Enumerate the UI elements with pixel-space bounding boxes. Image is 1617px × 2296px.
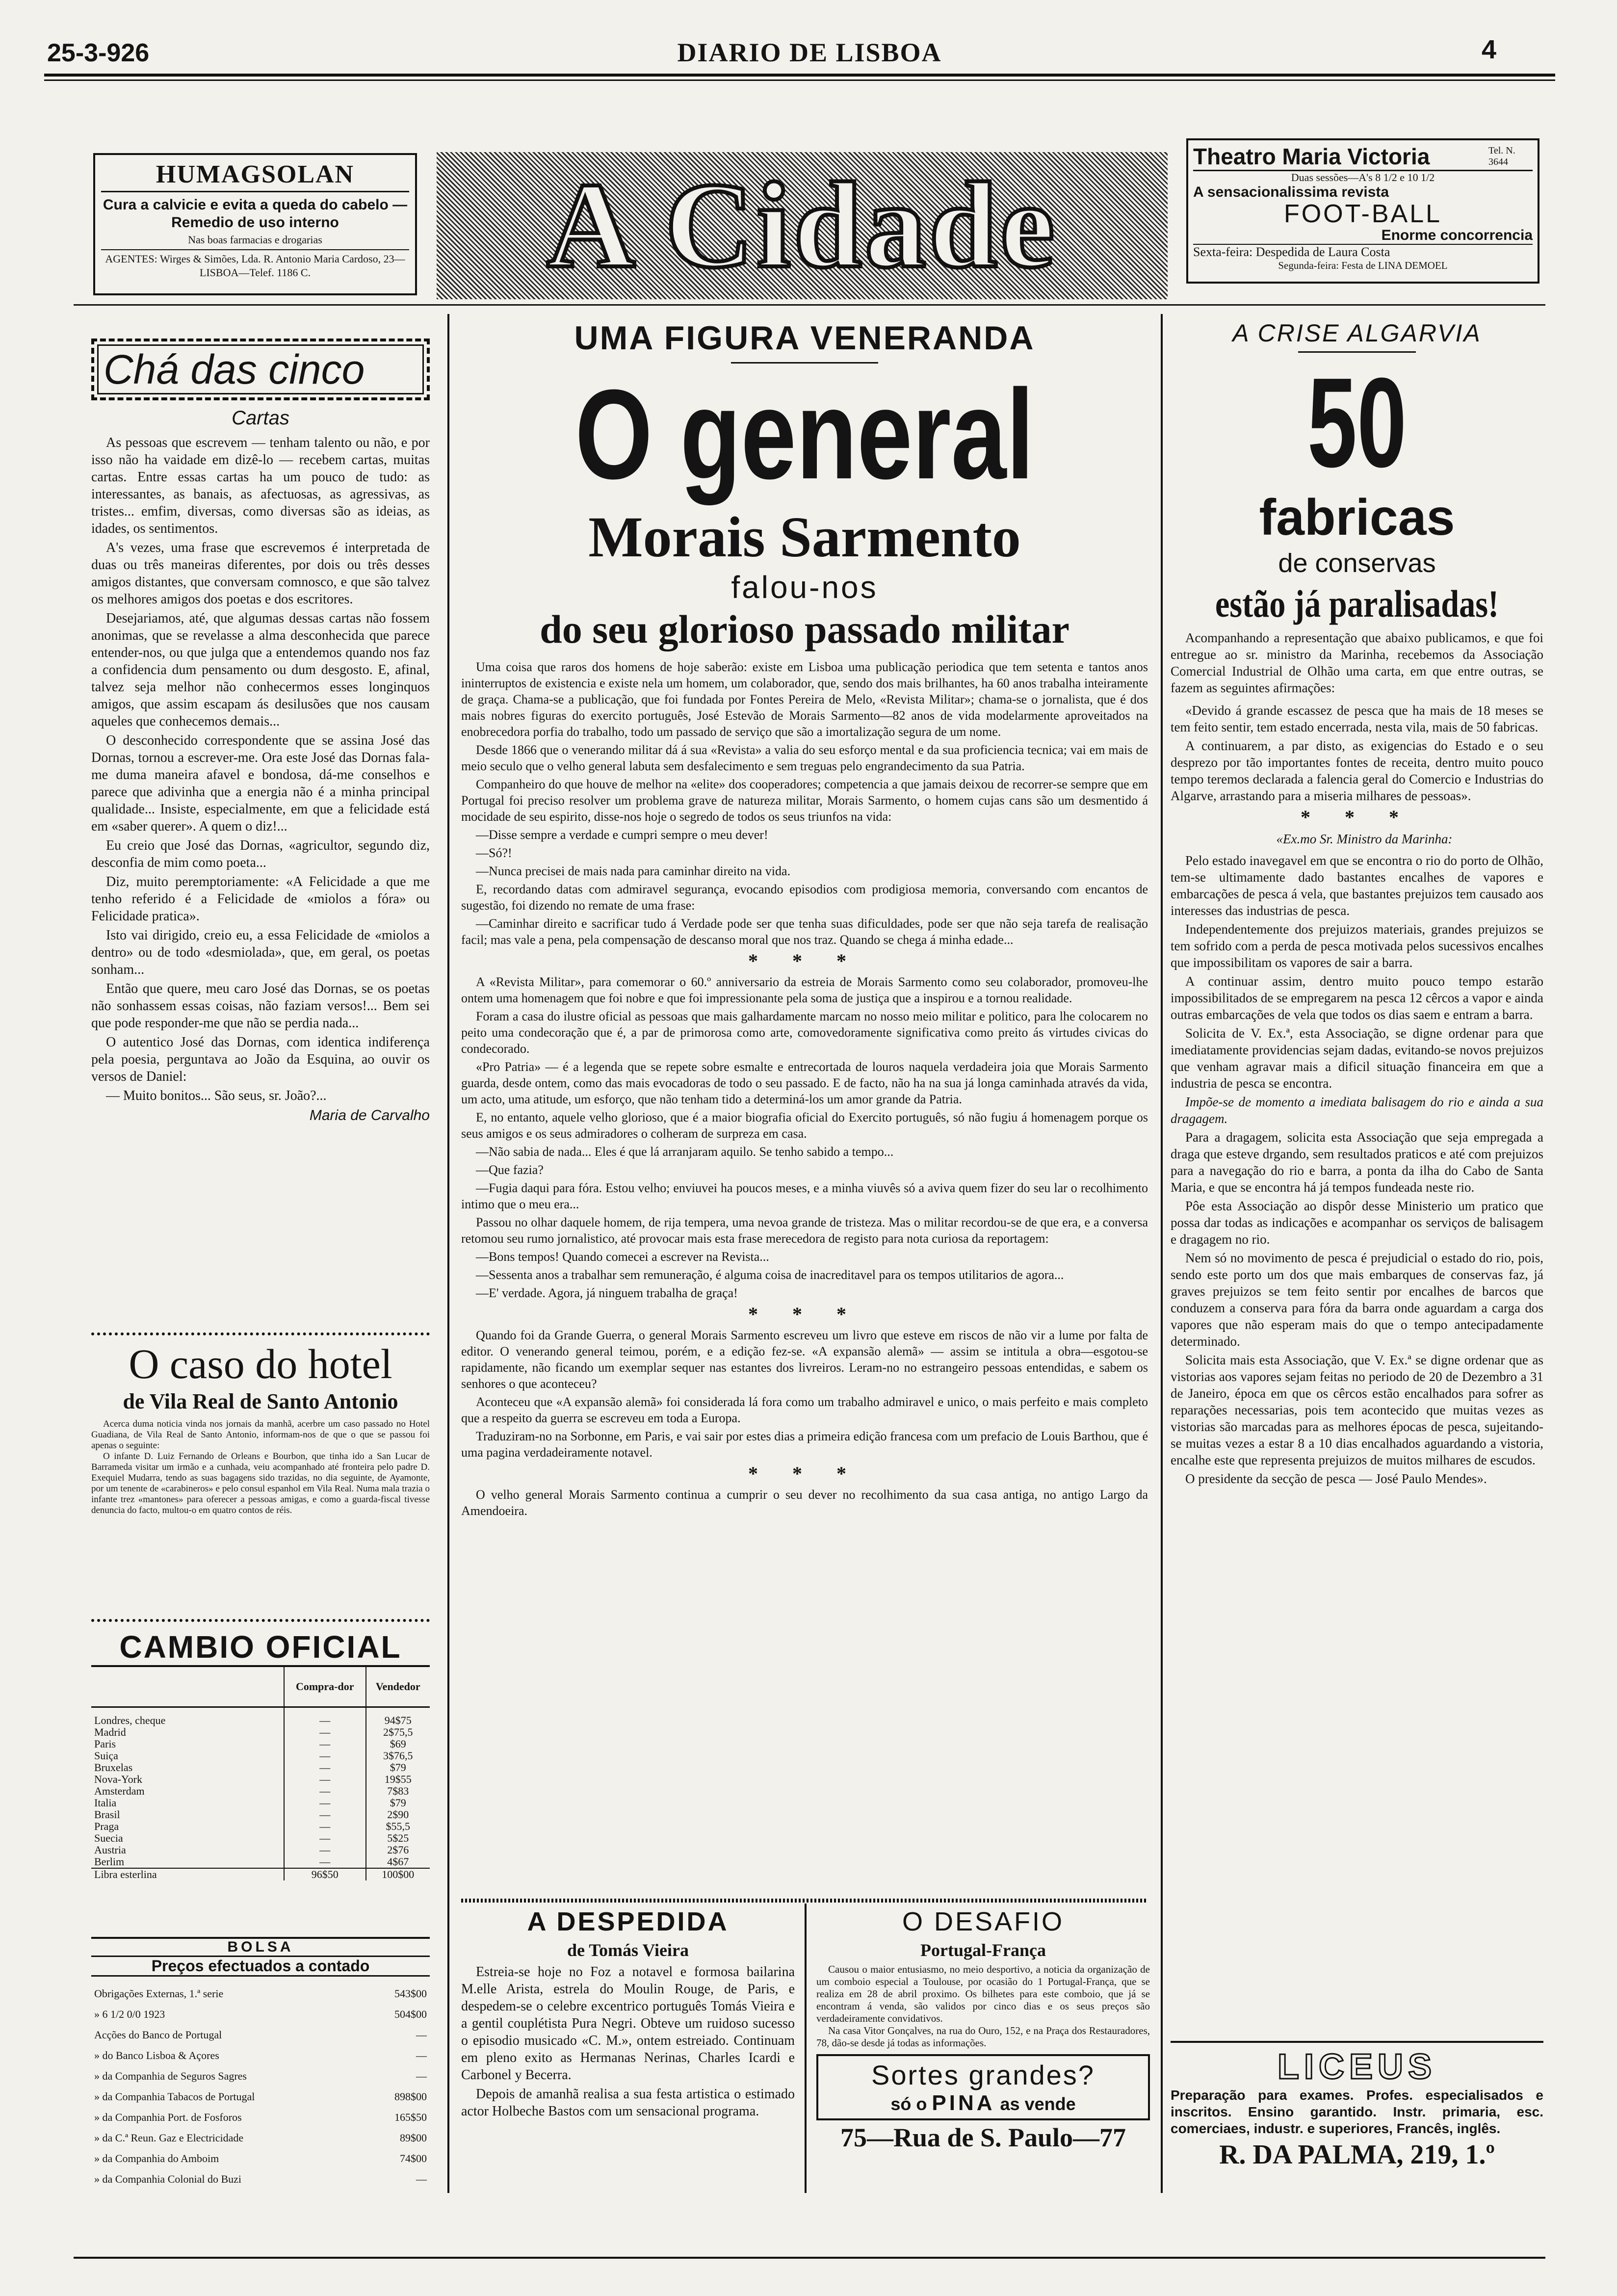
cambio-col-buy: Compra-dor	[284, 1667, 366, 1707]
page-date: 25-3-926	[47, 39, 150, 67]
crise-paragraph: «Devido á grande escassez de pesca que ha mais de 18 meses se tem feito sentir, tem estado encerrada, nesta vila, mais de 50 fabricas.	[1171, 703, 1543, 734]
cambio-currency: Suiça	[94, 1749, 118, 1762]
desafio-title: O DESAFIO	[902, 1907, 1065, 1936]
general-paragraph: Uma coisa que raros dos homens de hoje saberão: existe em Lisboa uma publicação periodica que tem setenta e tantos anos ininterruptos de existencia e existe nela um homem, um colaborador, que, sendo dos mais brilhantes, ha 60 anos trabalha inteiramente de graça. Chama-se a publicação, que foi fundada por Fontes Pereira de Melo, «Revista Militar»; chama-se o jornalista, que é dos mais nobres figuras do exercito português, José Estevão de Morais Sarmento—82 anos de vida modelarmente aproveitados na enobrecedora porfia do trabalho, todo um passado de serviço que são a imortalização segura de um nome.	[461, 660, 1148, 739]
general-title: O general	[575, 364, 1034, 506]
cha-paragraph: Isto vai dirigido, creio eu, a essa Felicidade de «miolos a dentro» ou de todo «desmiolada», que, em geral, os poetas sonham...	[91, 928, 430, 977]
cha-paragraph: Desejariamos, até, que algumas dessas cartas não fossem anonimas, que se revelasse a alma desconhecida que parece entender-nos, ou que julga que a entendemos quando nos faz a confidencia dum pensamento ou dum desgosto. E, afinal, talvez seja melhor não conhecermos esses longinquos amigos, que assim escapam ás desilusões que nos causam aqueles que conhecemos demais...	[91, 611, 430, 729]
cha-body	[91, 434, 430, 1104]
table-row	[91, 1738, 430, 1750]
table-row	[91, 2128, 430, 2148]
general-paragraph: Quando foi da Grande Guerra, o general Morais Sarmento escreveu um livro que esteve em riscos de não vir a lume por falta de editor. O venerando general teimou, porém, e a edição fez-se. «A expansão alemã» — assim se intitula a obra—esgotou-se rapidamente, não ficando um exemplar sequer nas estantes dos livreiros. Leram-no no estrangeiro pessoas entendidas, e sabem os senhores o que aconteceu?	[461, 1328, 1148, 1391]
hatched-divider	[461, 1899, 1148, 1903]
general-paragraph: Aconteceu que «A expansão alemã» foi considerada lá fora como um trabalho admiravel e unico, o mais perfeito e mais completo que a respeito da guerra se escreveu em toda a Europa.	[461, 1395, 1148, 1425]
cambio-currency: Paris	[94, 1738, 116, 1750]
cha-title: Chá das cinco	[97, 344, 424, 394]
hotel-subtitle: de Vila Real de Santo Antonio	[123, 1389, 398, 1413]
stars-divider: * * *	[748, 1462, 861, 1485]
table-row	[91, 2066, 430, 2087]
ad-liceus-text: Preparação para exames. Profes. especialisados e inscritos. Ensino garantido. Instr. primaria, esc. comerciaes, industr. e superiores, Francês, inglês.	[1171, 2087, 1543, 2136]
ad-humagsolan-line1: Cura a calvicie e evita a queda do cabelo — Remedio de uso interno	[103, 197, 408, 231]
cha-title-box	[91, 339, 430, 400]
bolsa-security: » 6 1/2 0/0 1923	[94, 2008, 165, 2020]
table-row	[91, 2107, 430, 2128]
table-row	[91, 1821, 430, 1832]
general-paragraph: «Pro Patria» — é a legenda que se repete sobre esmalte e entrecortada de louros naquela verdadeira joia que Morais Sarmento guarda, desde ontem, como das mais evocadoras de todo o seu passado. E de facto, não ha na sua já longa caminhada através da vida, um acto, uma atitude, um esforço, que não tenham tido a determiná-los um amor grande da Patria.	[461, 1060, 1148, 1106]
general-paragraph: Traduziram-no na Sorbonne, em Paris, e vai sair por estes dias a primeira edição francesa com um prefacio de Louis Barthou, que é uma pagina verdadeiramente notavel.	[461, 1429, 1148, 1460]
crise-salute: «Ex.mo Sr. Ministro da Marinha:	[1276, 832, 1453, 846]
cambio-sell: 3$76,5	[366, 1750, 430, 1762]
cambio-sell: 2$76	[366, 1844, 430, 1856]
bolsa-security: » da Companhia Port. de Fosforos	[94, 2111, 242, 2123]
dotted-divider	[91, 1332, 430, 1335]
bolsa-title: BOLSA	[227, 1939, 294, 1955]
general-paragraph: —Bons tempos! Quando comecei a escrever na Revista...	[476, 1250, 769, 1264]
cambio-sell: $79	[366, 1762, 430, 1774]
cambio-sell: $79	[366, 1797, 430, 1809]
table-row	[91, 1844, 430, 1856]
table-row	[91, 1832, 430, 1844]
cha-paragraph: O desconhecido correspondente que se assina José das Dornas, tornou a escrever-me. Ora este José das Dornas fala-me duma maneira afavel e bondosa, dá-me conselhos e parece que adivinha que a energia não é a minha principal qualidade... Insiste, especialmente, em que a felicidade está em «saber querer». A quem o diz!...	[91, 733, 430, 834]
cha-paragraph: A's vezes, uma frase que escrevemos é interpretada de duas ou três maneiras diferentes, por dois ou três desses amigos distantes, que conversam comnosco, e que são talvez os melhores amigos dos poetas e dos escritores.	[91, 540, 430, 607]
general-name: Morais Sarmento	[588, 505, 1021, 569]
section-rule	[74, 304, 1545, 306]
ad-theatro	[1186, 138, 1539, 284]
table-row	[91, 1868, 430, 1880]
table-row	[91, 2148, 430, 2169]
hotel-body	[91, 1419, 430, 1516]
cambio-currency: Madrid	[94, 1726, 126, 1738]
cha-paragraph: As pessoas que escrevem — tenham talento ou não, e por isso não ha vaidade em dizê-lo — recebem cartas, muitas cartas. Entre essas cartas ha um pouco de tudo: as interessantes, as banais, as afectuosas, as agressivas, as tristes... emfim, diversas, como diversas são as ideias, as idades, os sentimentos.	[91, 435, 430, 536]
ad-theatro-show: FOOT-BALL	[1283, 200, 1442, 228]
table-row	[91, 2045, 430, 2066]
ad-sortes-so: só o	[890, 2094, 927, 2114]
cambio-currency: Bruxelas	[94, 1761, 133, 1774]
desafio-body	[816, 1963, 1150, 2049]
cambio-currency: Londres, cheque	[94, 1714, 166, 1726]
cambio-currency: Austria	[94, 1844, 126, 1856]
crise-paragraph: A continuarem, a par disto, as exigencias do Estado e o seu desprezo por tão importantes fontes de receita, dentro muito pouco tempo teremos declarada a falencia geral do Comercio e Industrias do Algarve, arrastando para a miseria milhares de pessoas».	[1171, 738, 1543, 803]
cambio-currency: Italia	[94, 1797, 117, 1809]
column-rule-left	[447, 314, 449, 2193]
bolsa-price: —	[416, 2173, 427, 2185]
general-paragraph: —Não sabia de nada... Eles é que lá arranjaram aquilo. Se tenho sabido a tempo...	[476, 1145, 894, 1159]
masthead-banner	[437, 152, 1168, 299]
crise-paragraph: Para a dragagem, solicita esta Associação que seja empregada a draga que esteve drgando, sem resultados praticos e até com prejuizos para a navegação do rio e barra, a ponta da ilha do Cabo de Santa Maria, e que se encontra há já tempos fundeada neste rio.	[1171, 1130, 1543, 1195]
table-row	[91, 1707, 430, 1727]
cambio-table	[91, 1667, 430, 1880]
table-row	[91, 2004, 430, 2025]
ad-theatro-tel: Tel. N. 3644	[1488, 145, 1515, 167]
cambio-currency: Libra esterlina	[94, 1868, 157, 1880]
cambio-buy: —	[284, 1832, 366, 1844]
stars-divider: * * *	[1301, 806, 1413, 828]
crise-paralisadas: estão já paralisadas!	[1215, 582, 1499, 625]
header-rule-thin	[44, 79, 1555, 81]
table-row	[91, 2087, 430, 2107]
cambio-sell: $55,5	[366, 1821, 430, 1832]
bolsa-security: » do Banco Lisboa & Açores	[94, 2049, 219, 2061]
cambio-currency: Praga	[94, 1820, 119, 1832]
table-row	[91, 1750, 430, 1762]
general-paragraph: —Sessenta anos a trabalhar sem remuneração, é alguma coisa de inacreditavel para os tempos utilitarios de agora...	[476, 1268, 1064, 1282]
ad-sortes-line2	[821, 2091, 1145, 2115]
hotel-paragraph: O infante D. Luiz Fernando de Orleans e Bourbon, que tinha ido a San Lucar de Barrameda visitar um irmão e a cunhada, veiu acompanhado até fronteira pelo padre D. Exequiel Mudarra, tendo as suas bagagens sido trazidas, no dia seguinte, de Ayamonte, por um tenente de «carabineros» e pelo consul espanhol em Vila Real. Numa mala trazia o infante trez «mantones» para oferecer a pessoas amigas, e como a guarda-fiscal tivesse denuncia do facto, multou-o em quatro contos de réis.	[91, 1451, 430, 1515]
bolsa-price: 504$00	[394, 2008, 427, 2020]
cha-paragraph: Diz, muito peremptoriamente: «A Felicidade a que me tenho referido é a Felicidade de «miolos a fóra» ou Felicidade pratica».	[91, 874, 430, 924]
ad-theatro-name: Theatro Maria Victoria	[1193, 144, 1430, 169]
cha-subtitle: Cartas	[232, 407, 289, 429]
cambio-sell: $69	[366, 1738, 430, 1750]
hotel-paragraph: Acerca duma noticia vinda nos jornais da manhã, acerbre um caso passado no Hotel Guadiana, de Vila Real de Santo Antonio, informam-nos de que o que se passou foi apenas o seguinte:	[91, 1419, 430, 1451]
crise-body	[1171, 629, 1543, 1487]
ad-humagsolan	[93, 153, 417, 295]
bolsa-security: Acções do Banco de Portugal	[94, 2029, 222, 2041]
newspaper-title: DIARIO DE LISBOA	[677, 38, 942, 67]
bolsa-price: 74$00	[400, 2152, 427, 2165]
despedida-title: A DESPEDIDA	[527, 1907, 729, 1936]
cambio-currency: Amsterdam	[94, 1785, 145, 1797]
crise-paragraph: Solicita mais esta Associação, que V. Ex.ª se digne ordenar que as vistorias aos vapores sejam feitas no periodo de 20 de Dezembro a 31 de Janeiro, época em que os cêrcos estão encalhados para sofrer as reparações necessarias, pois tem acontecido que muitas vezes as vistorias são marcadas para as melhores épocas de pesca, sujeitando-se muitas vezes a estar 8 a 10 dias encalhados aguardando a vistoria, encalhe este que representa prejuizos de muitos milhares de escudos.	[1171, 1353, 1543, 1467]
crise-kicker: A CRISE ALGARVIA	[1232, 319, 1482, 347]
desafio-section	[816, 1906, 1150, 2153]
cambio-currency: Nova-York	[94, 1773, 142, 1785]
cambio-sell: 2$90	[366, 1809, 430, 1821]
cambio-sell: 2$75,5	[366, 1726, 430, 1738]
cambio-buy: —	[284, 1762, 366, 1774]
cambio-sell: 19$55	[366, 1774, 430, 1785]
column-rule-right	[1161, 314, 1163, 2193]
crise-paragraph: Nem só no movimento de pesca é prejudicial o estado do rio, pois, sendo este porto um dos que mais embarques de conservas faz, já graves prejuizos se tem feito sentir por encalhes de barcos que conduzem a conserva para fóra da barra onde aguardam a carga dos vapores que não esperam mais do que o tempo antecipadamente determinado.	[1171, 1251, 1543, 1349]
cambio-sell: 5$25	[366, 1832, 430, 1844]
cambio-buy: —	[284, 1856, 366, 1868]
bolsa-price: —	[416, 2049, 427, 2061]
general-paragraph: —Caminhar direito e sacrificar tudo á Verdade pode ser que tenha suas dificuldades, pode ser que não seja tarefa de realisação facil; mas vale a pena, pela compensação de descanso moral que nos traz. Quando se chega á minha edade...	[461, 916, 1148, 947]
general-paragraph: —Nunca precisei de mais nada para caminhar direito na vida.	[476, 864, 791, 878]
ad-humagsolan-agents: AGENTES: Wirges & Simões, Lda. R. Antonio Maria Cardoso, 23—LISBOA—Telef. 1186 C.	[101, 249, 409, 280]
ad-sortes-line1: Sortes grandes?	[871, 2060, 1095, 2090]
desafio-paragraph: Na casa Vitor Gonçalves, na rua do Ouro, 152, e na Praça dos Restauradores, 78, dão-se desde já todas as informações.	[816, 2025, 1150, 2049]
general-kicker: UMA FIGURA VENERANDA	[574, 319, 1035, 357]
cambio-section	[91, 1629, 430, 1880]
cambio-buy: —	[284, 1774, 366, 1785]
general-article	[461, 319, 1148, 1521]
center-split-rule	[805, 1904, 807, 2193]
bolsa-price: 898$00	[394, 2090, 427, 2103]
general-paragraph: Foram a casa do ilustre oficial as pessoas que mais galhardamente marcam no nosso meio militar e politico, para lhe colocarem no peito uma condecoração que é, a par de primorosa como arte, comovedoramente significativa como preito ás virtudes civicas do condecorado.	[461, 1009, 1148, 1056]
cha-paragraph: Então que quere, meu caro José das Dornas, se os poetas não sonhassem essas coisas, não faziam versos!... Bem sei que pode responder-me que não se perdia nada...	[91, 981, 430, 1031]
cambio-sell: 4$67	[366, 1856, 430, 1868]
general-paragraph: E, recordando datas com admiravel segurança, evocando episodios com prodigiosa memoria, conversando com encantos de sugestão, foi dizendo no remate de uma frase:	[461, 882, 1148, 913]
despedida-body	[461, 1963, 795, 2120]
bolsa-price: 89$00	[400, 2132, 427, 2144]
bolsa-security: » da C.ª Reun. Gaz e Electricidade	[94, 2132, 244, 2144]
desafio-paragraph: Causou o maior entusiasmo, no meio desportivo, a noticia da organização de um comboio especial a Toulouse, por ocasião do 1 Portugal-França, que se realiza em 28 de abril proximo. Os bilhetes para este comboio, que já se encontram á venda, são validos por cinco dias e os seus preços são verdadeiramente convidativos.	[816, 1963, 1150, 2024]
general-paragraph: A «Revista Militar», para comemorar o 60.º anniversario da estreia de Morais Sarmento como seu colaborador, promoveu-lhe ontem uma homenagem que foi nobre e que foi impressionante pela soma de justiça que a inspirou e a tornou realidade.	[461, 975, 1148, 1005]
cambio-title: CAMBIO OFICIAL	[91, 1629, 430, 1667]
general-paragraph: Passou no olhar daquele homem, de rija tempera, uma nevoa grande de tristeza. Mas o militar recordou-se de que era, e a conversa retomou seu rumo jornalistico, até provocar mais esta frase merecedora de registo para nota curiosa da reportagem:	[461, 1215, 1148, 1246]
stars-divider: * * *	[748, 950, 861, 972]
general-body	[461, 659, 1148, 1519]
despedida-paragraph: Estreia-se hoje no Foz a notavel e formosa bailarina M.elle Arista, estrela do Moulin Rouge, de Paris, e despedem-se o celebre excentrico português Tomás Vieira e a gentil couplétista Pura Negri. Obteve um ruidoso sucesso o episodio musicado «C. M.», ontem estreiado. Continuam em pleno exito as Hermanas Nerinas, Charles Icardi e Carbonel y Becerra.	[461, 1964, 795, 2083]
cambio-sell: 7$83	[366, 1785, 430, 1797]
crise-paragraph: Independentemente dos prejuizos materiais, grandes prejuizos se tem sofrido com a perda de pesca motivada pelos sucessivos encalhes que impossibilitam os vapores de sair a barra.	[1171, 922, 1543, 970]
hotel-title: O caso do hotel	[129, 1340, 392, 1387]
cambio-currency: Brasil	[94, 1808, 120, 1821]
crise-number: 50	[1307, 352, 1407, 494]
cha-signature: Maria de Carvalho	[309, 1107, 430, 1123]
stars-divider: * * *	[748, 1303, 861, 1325]
bolsa-price: —	[416, 2070, 427, 2082]
despedida-section	[461, 1906, 795, 2122]
cambio-buy: —	[284, 1785, 366, 1797]
general-paragraph: —Fugia daqui para fóra. Estou velho; enviuvei ha poucos meses, e a minha viuvês só a aviva quem fizer do seu lar o recolhimento intimo que o meu era...	[461, 1181, 1148, 1211]
general-falou: falou-nos	[731, 570, 878, 605]
ad-theatro-header	[1193, 143, 1533, 171]
bolsa-table	[91, 1983, 430, 2190]
masthead-title: A Cidade	[547, 157, 1058, 293]
ad-liceus	[1171, 2041, 1543, 2170]
ad-humagsolan-title: HUMAGSOLAN	[101, 160, 409, 192]
table-row	[91, 1774, 430, 1785]
ad-sortes-vende: as vende	[1000, 2094, 1076, 2114]
general-paragraph: —Disse sempre a verdade e cumpri sempre o meu dever!	[476, 828, 768, 842]
ad-theatro-line5: Segunda-feira: Festa de LINA DEMOEL	[1278, 260, 1448, 271]
bolsa-security: » da Companhia Tabacos de Portugal	[94, 2090, 255, 2103]
cambio-currency: Berlim	[94, 1855, 125, 1868]
crise-paragraph: Pôe esta Associação ao dispôr desse Ministerio um pratico que possa dar todas as indicações e acompanhar os serviços de balisagem e dragagem no rio.	[1171, 1199, 1543, 1247]
cambio-buy: —	[284, 1707, 366, 1727]
cambio-currency: Suecia	[94, 1832, 123, 1844]
table-row	[91, 1785, 430, 1797]
ad-sortes-address: 75—Rua de S. Paulo—77	[840, 2123, 1126, 2152]
bolsa-price: —	[416, 2029, 427, 2041]
cambio-header-row	[91, 1667, 430, 1707]
ad-theatro-line4: Sexta-feira: Despedida de Laura Costa	[1193, 244, 1533, 260]
general-sub: do seu glorioso passado militar	[540, 607, 1069, 652]
ad-sortes-pina: PINA	[932, 2091, 995, 2115]
ad-theatro-line3: Enorme concorrencia	[1381, 227, 1533, 243]
cambio-buy: —	[284, 1821, 366, 1832]
cambio-buy: —	[284, 1726, 366, 1738]
crise-paragraph: A continuar assim, dentro muito pouco tempo estarão impossibilitados de se empregarem na pesca 12 cêrcos a vapor e ainda outras embarcações de vela que todos os dias saem e entram a barra.	[1171, 974, 1543, 1022]
ad-liceus-title: LICEUS	[1277, 2047, 1437, 2087]
table-row	[91, 1726, 430, 1738]
general-paragraph: Desde 1866 que o venerando militar dá á sua «Revista» a valia do seu esforço mental e da sua proficiencia tecnica; vai em mais de meio seculo que o velho general labuta sem desfalecimento e sem treguas pelo engrandecimento da sua Patria.	[461, 743, 1148, 773]
ad-theatro-line1: A sensacionalissima revista	[1193, 184, 1389, 200]
bolsa-section	[91, 1937, 430, 2190]
bolsa-security: » da Companhia do Amboim	[94, 2152, 219, 2165]
cambio-buy: —	[284, 1809, 366, 1821]
general-paragraph: —Só?!	[476, 846, 512, 860]
cambio-buy: —	[284, 1738, 366, 1750]
general-paragraph: —Que fazia?	[476, 1163, 544, 1177]
cha-section	[91, 339, 430, 1124]
cambio-buy: 96$50	[284, 1868, 366, 1880]
general-paragraph: E, no entanto, aquele velho glorioso, que é a maior biografia oficial do Exercito português, só não fugiu á homenagem porque os seus amigos e os seus admiradores o colheram de surpreza em casa.	[461, 1110, 1148, 1141]
table-row	[91, 1809, 430, 1821]
dotted-divider	[91, 1619, 430, 1622]
cha-paragraph: O autentico José das Dornas, com identica indiferença pela poesia, perguntava ao João da Esquina, ao ouvir os versos de Daniel:	[91, 1035, 430, 1084]
cha-paragraph: Eu creio que José das Dornas, «agricultor, segundo diz, desconfia de mim como poeta...	[91, 838, 430, 870]
cambio-buy: —	[284, 1797, 366, 1809]
header-rule	[44, 74, 1555, 77]
bolsa-subtitle: Preços efectuados a contado	[91, 1956, 430, 1977]
crise-article	[1171, 319, 1543, 1489]
table-row	[91, 1762, 430, 1774]
cambio-buy: —	[284, 1844, 366, 1856]
crise-paragraph: Acompanhando a representação que abaixo publicamos, e que foi entregue ao sr. ministro da Marinha, recebemos da Associação Comercial Industrial de Olhão uma carta, em que entre outras, se fazem as seguintes afirmações:	[1171, 630, 1543, 695]
crise-paragraph: O presidente da secção de pesca — José Paulo Mendes».	[1185, 1471, 1487, 1486]
bolsa-price: 543$00	[394, 1987, 427, 2000]
crise-paragraph: Pelo estado inavegavel em que se encontra o rio do porto de Olhão, tem-se ultimamente dado bastantes encalhes de vapores e embarcações de pesca á vela, que bastantes prejuizos tem causado aos interesses das industrias de pesca.	[1171, 853, 1543, 918]
crise-paragraph: Impõe-se de momento a imediata balisagem do rio e ainda a sua dragagem.	[1171, 1095, 1543, 1126]
cambio-sell: 94$75	[366, 1707, 430, 1727]
table-row	[91, 1856, 430, 1868]
table-row	[91, 2025, 430, 2045]
cambio-col-sell: Vendedor	[366, 1667, 430, 1707]
bolsa-security: » da Companhia de Seguros Sagres	[94, 2070, 247, 2082]
table-row	[91, 1983, 430, 2004]
general-paragraph: O velho general Morais Sarmento continua a cumprir o seu dever no recolhimento da sua casa antiga, no antigo Largo da Amendoeira.	[461, 1487, 1148, 1518]
bolsa-price: 165$50	[394, 2111, 427, 2123]
desafio-subtitle: Portugal-França	[920, 1940, 1046, 1960]
cambio-sell: 100$00	[366, 1868, 430, 1880]
crise-fabricas: fabricas	[1259, 489, 1455, 546]
crise-conservas: de conservas	[1278, 548, 1436, 578]
ad-humagsolan-line2: Nas boas farmacias e drogarias	[188, 234, 322, 246]
despedida-paragraph: Depois de amanhã realisa a sua festa artistica o estimado actor Holbeche Bastos com um sensacional programa.	[461, 2087, 795, 2119]
general-paragraph: Companheiro do que houve de melhor na «elite» dos cooperadores; competencia a que jamais deixou de recorrer-se sempre que em Portugal foi preciso resolver um problema grave de natureza militar, Morais Sarmento, o homem cujas cans são um desmentido á mocidade de seu espirito, disse-nos hoje o segredo de todos os seus triunfos na vida:	[461, 777, 1148, 824]
page-bottom-rule	[74, 2257, 1545, 2259]
cha-paragraph: — Muito bonitos... São seus, sr. João?...	[106, 1088, 327, 1103]
table-row	[91, 1797, 430, 1809]
cambio-buy: —	[284, 1750, 366, 1762]
bolsa-security: Obrigações Externas, 1.ª serie	[94, 1987, 224, 2000]
ad-liceus-address: R. DA PALMA, 219, 1.º	[1219, 2139, 1495, 2170]
hotel-section	[91, 1339, 430, 1516]
general-paragraph: —E' verdade. Agora, já ninguem trabalha de graça!	[476, 1286, 738, 1300]
despedida-subtitle: de Tomás Vieira	[567, 1940, 689, 1960]
bolsa-security: » da Companhia Colonial do Buzi	[94, 2173, 242, 2185]
ad-theatro-sessions: Duas sessões—A's 8 1/2 e 10 1/2	[1291, 171, 1435, 183]
ad-sortes	[816, 2054, 1150, 2120]
crise-paragraph: Solicita de V. Ex.ª, esta Associação, se digne ordenar para que imediatamente providencias sejam dadas, evitando-se novos prejuizos que venham agravar mais a dificil situação financeira em que a industria de pesca se encontra.	[1171, 1026, 1543, 1091]
table-row	[91, 2169, 430, 2190]
page-number: 4	[1482, 35, 1497, 64]
